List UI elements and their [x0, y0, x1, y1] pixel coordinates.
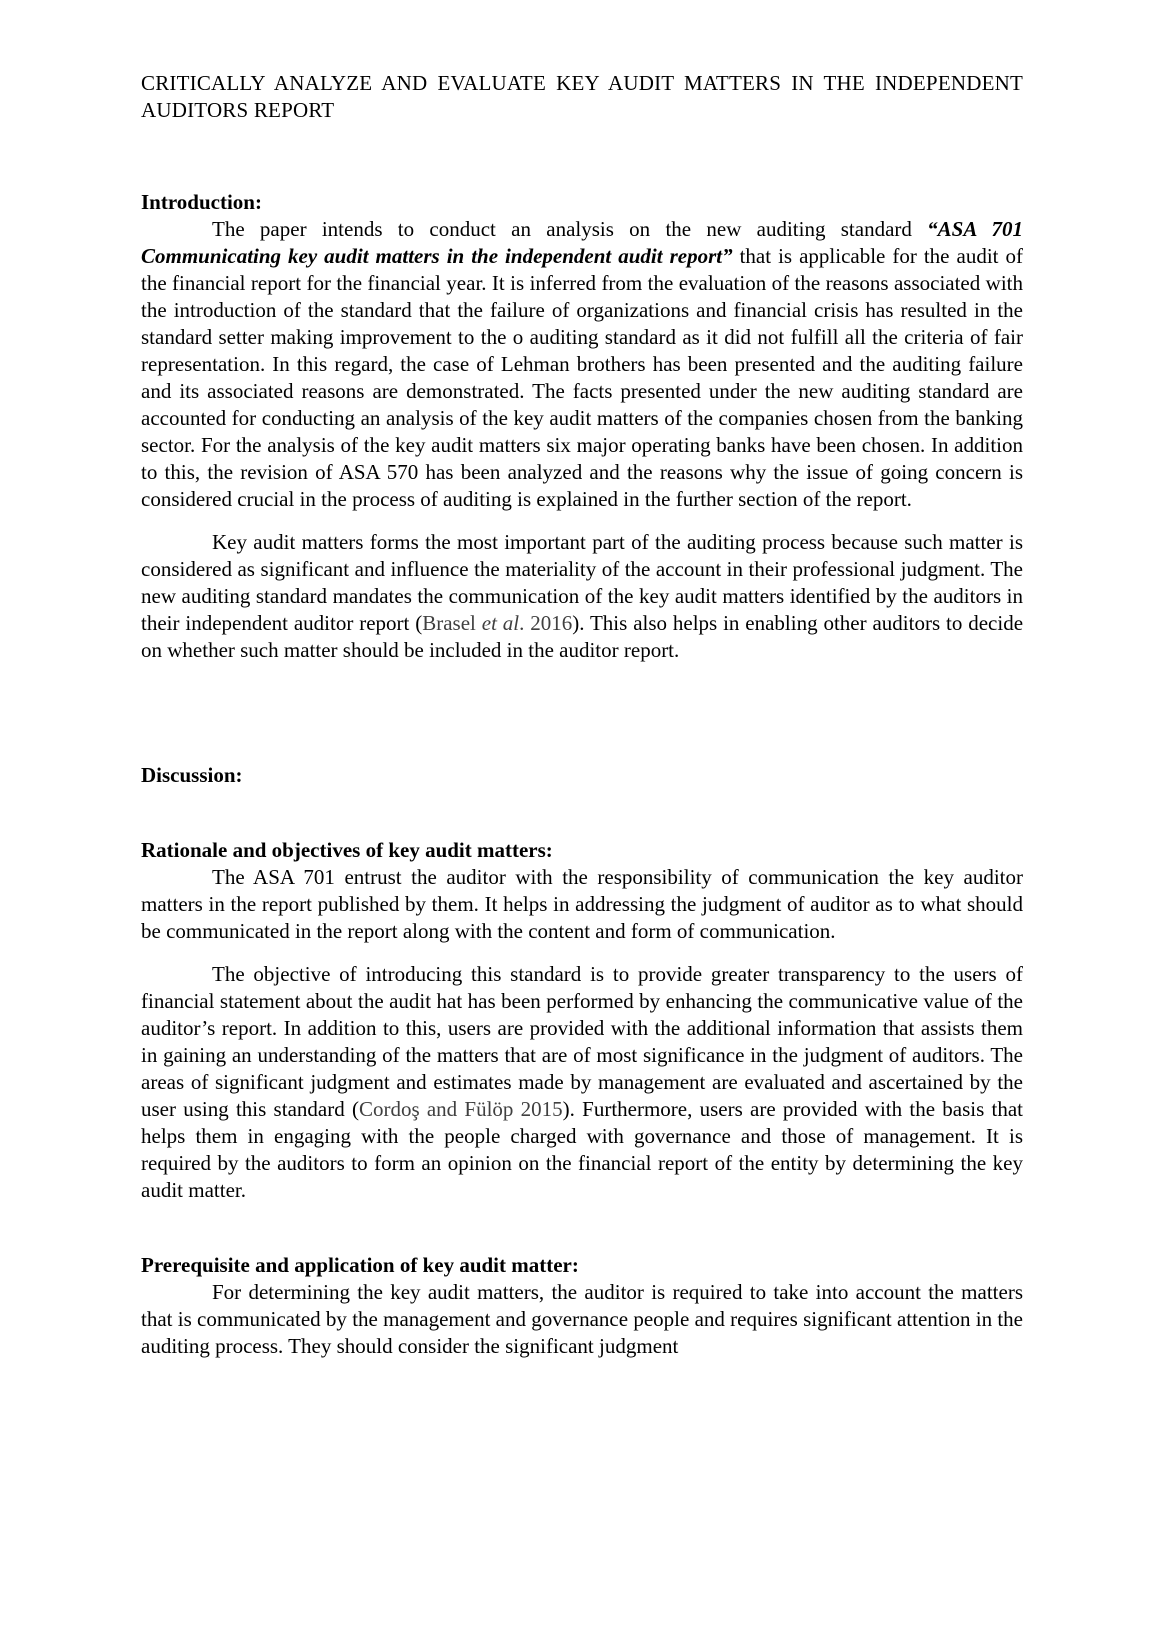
rationale-heading: Rationale and objectives of key audit matters:: [141, 838, 553, 862]
rationale-p2-start: The objective of introducing this standard is to provide greater transparency to the users of financial statement about the audit hat has been performed by enhancing the communicative value of the auditor’s report. In addition to this, users are provided with the additional information that assists them in gaining an understanding of the matters that are of most significance in the judgment of auditors. The areas of significant judgment and estimates made by management are evaluated and ascertained by the user using this standard (: [141, 962, 1023, 1121]
spacer: [141, 945, 1023, 961]
discussion-heading: Discussion:: [141, 763, 243, 787]
spacer: [141, 789, 1023, 837]
intro-p1-start: The paper intends to conduct an analysis on the new auditing standard: [212, 217, 928, 241]
spacer: [141, 124, 1023, 189]
spacer: [141, 664, 1023, 762]
document-title: CRITICALLY ANALYZE AND EVALUATE KEY AUDIT MATTERS IN THE INDEPENDENT AUDITORS REPORT: [141, 71, 1023, 122]
standard-title-emphasis: “ASA 701 Communicating key audit matters in the independent audit report”: [141, 217, 1023, 268]
rationale-paragraph-2: [141, 961, 1023, 1204]
introduction-paragraph-1: [141, 216, 1023, 513]
introduction-heading: Introduction:: [141, 190, 262, 214]
rationale-paragraph-1: The ASA 701 entrust the auditor with the responsibility of communication the key auditor matters in the report published by them. It helps in addressing the judgment of auditor as to what should be communicated in the report along with the content and form of communication.: [141, 865, 1023, 943]
spacer: [141, 1204, 1023, 1252]
introduction-paragraph-2: [141, 529, 1023, 664]
prerequisite-paragraph-1: For determining the key audit matters, the auditor is required to take into account the matters that is communicated by the management and governance people and requires significant attention in the auditing process. They should consider the significant judgment: [141, 1280, 1023, 1358]
intro-p1-rest: that is applicable for the audit of the financial report for the financial year. It is inferred from the evaluation of the reasons associated with the introduction of the standard that the failure of organizations and financial crisis has resulted in the standard setter making improvement to the o auditing standard as it did not fulfill all the criteria of fair representation. In this regard, the case of Lehman brothers has been presented and the auditing failure and its associated reasons are demonstrated. The facts presented under the new auditing standard are accounted for conducting an analysis of the key audit matters of the companies chosen from the banking sector. For the analysis of the key audit matters six major operating banks have been chosen. In addition to this, the revision of ASA 570 has been analyzed and the reasons why the issue of going concern is considered crucial in the process of auditing is explained in the further section of the report.: [141, 244, 1023, 511]
page-content: [141, 70, 1023, 1360]
citation-cordos: Cordoş and Fülöp 2015: [358, 1097, 563, 1121]
prerequisite-heading: Prerequisite and application of key audit matter:: [141, 1253, 579, 1277]
citation-brasel: Brasel et al. 2016: [422, 611, 573, 635]
rationale-p2-rest: ). Furthermore, users are provided with the basis that helps them in engaging with the people charged with governance and those of management. It is required by the auditors to form an opinion on the financial report of the entity by determining the key audit matter.: [141, 1097, 1023, 1202]
intro-p2-start: Key audit matters forms the most important part of the auditing process because such matter is considered as significant and influence the materiality of the account in their professional judgment. The new auditing standard mandates the communication of the key audit matters identified by the auditors in their independent auditor report (: [141, 530, 1023, 635]
intro-p2-rest: ). This also helps in enabling other auditors to decide on whether such matter should be included in the auditor report.: [141, 611, 1024, 662]
spacer: [141, 513, 1023, 529]
